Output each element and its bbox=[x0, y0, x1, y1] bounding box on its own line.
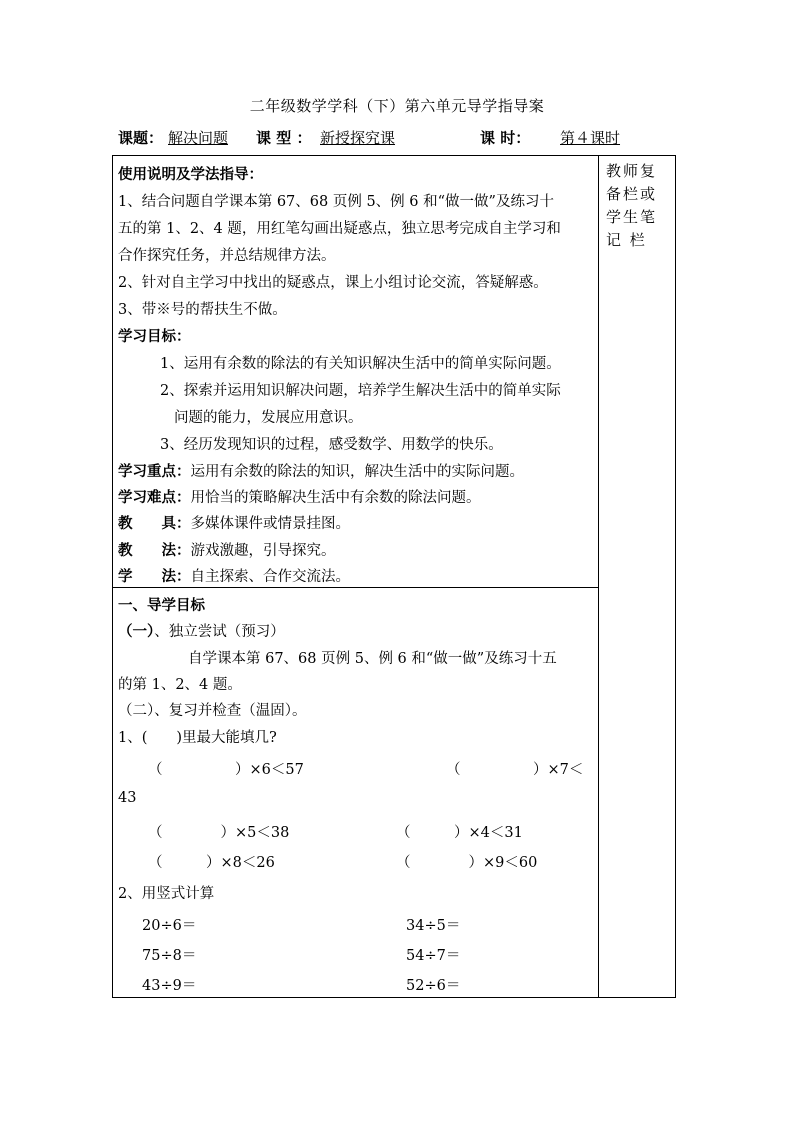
document-title: 二年级数学学科（下）第六单元导学指导案 bbox=[249, 97, 545, 115]
topic-label: 课题： bbox=[118, 129, 164, 147]
fill-blank-item-wrap: 43 bbox=[118, 790, 137, 806]
calculation-item: 54÷7＝ bbox=[406, 948, 461, 964]
guided-study-cell bbox=[118, 592, 596, 994]
period-label: 课 时： bbox=[480, 129, 531, 147]
calculation-item: 34÷5＝ bbox=[406, 918, 461, 934]
objective-2: 问题的能力，发展应用意识。 bbox=[174, 410, 363, 426]
learning-label: 学 法： bbox=[118, 568, 191, 585]
guide-item-3: 3、带※号的帮扶生不做。 bbox=[118, 302, 287, 318]
period-value: 第４课时 bbox=[560, 129, 621, 147]
fill-blank-item: （ ）×4＜31 bbox=[396, 825, 523, 841]
key-point-text: 运用有余数的除法的知识，解决生活中的实际问题。 bbox=[190, 464, 524, 480]
teacher-notes-column bbox=[606, 160, 670, 252]
subsection-1-title: 、独立尝试（预习） bbox=[154, 624, 285, 640]
preview-instruction: 自学课本第 67、68 页例 5、例 6 和“做一做”及练习十五 bbox=[188, 651, 557, 667]
subsection-2: （二）、复习并检查（温固）。 bbox=[118, 703, 307, 719]
tools-label: 教 具： bbox=[118, 515, 191, 532]
teaching-label: 教 法： bbox=[118, 542, 191, 559]
section-heading: 一、导学目标 bbox=[118, 597, 205, 614]
fill-blank-item: （ ）×6＜57 bbox=[148, 762, 304, 778]
key-point-label: 学习重点： bbox=[118, 463, 191, 480]
difficulty-text: 用恰当的策略解决生活中有余数的除法问题。 bbox=[190, 490, 481, 506]
row-divider bbox=[112, 587, 599, 588]
question-1: 1、( )里最大能填几? bbox=[118, 730, 277, 746]
side-line: 学生笔 bbox=[606, 208, 658, 226]
calculation-item: 20÷6＝ bbox=[142, 918, 197, 934]
key-point bbox=[118, 460, 524, 481]
fill-blank-item: （ ）×5＜38 bbox=[148, 825, 290, 841]
objectives-heading: 学习目标： bbox=[118, 328, 191, 345]
guide-item-2: 2、针对自主学习中找出的疑惑点，课上小组讨论交流，答疑解惑。 bbox=[118, 275, 548, 291]
type-label: 课 型 ： bbox=[256, 129, 312, 147]
question-2: 2、用竖式计算 bbox=[118, 886, 215, 902]
type-value: 新授探究课 bbox=[320, 129, 396, 147]
side-line: 教师复 bbox=[606, 162, 658, 180]
fill-blank-item: （ ）×8＜26 bbox=[148, 855, 275, 871]
fill-blank-item: （ ）×7＜ bbox=[446, 762, 584, 778]
guide-heading: 使用说明及学法指导： bbox=[118, 166, 263, 183]
guide-item-1: 五的第 1、2、4 题，用红笔勾画出疑惑点，独立思考完成自主学习和 bbox=[118, 221, 561, 237]
objective-1: 1、运用有余数的除法的有关知识解决生活中的简单实际问题。 bbox=[160, 356, 561, 372]
difficulty bbox=[118, 486, 481, 507]
teaching-text: 游戏激趣，引导探究。 bbox=[190, 543, 336, 559]
objective-2: 2、探索并运用知识解决问题，培养学生解决生活中的简单实际 bbox=[160, 383, 561, 399]
learning-text: 自主探索、合作交流法。 bbox=[190, 569, 350, 585]
fill-blank-item: （ ）×9＜60 bbox=[396, 855, 538, 871]
column-divider bbox=[598, 155, 599, 998]
tools-text: 多媒体课件或情景挂图。 bbox=[190, 516, 350, 532]
calculation-item: 52÷6＝ bbox=[406, 978, 461, 994]
guide-item-1: 合作探究任务，并总结规律方法。 bbox=[118, 248, 336, 264]
calculation-item: 75÷8＝ bbox=[142, 948, 197, 964]
side-line: 记 栏 bbox=[606, 231, 647, 249]
side-line: 备栏或 bbox=[606, 185, 658, 203]
subsection-1-number: （一） bbox=[118, 623, 155, 640]
teaching-tools bbox=[118, 512, 350, 533]
preview-instruction: 的第 1、2、4 题。 bbox=[118, 677, 242, 693]
lesson-meta bbox=[118, 127, 678, 149]
difficulty-label: 学习难点： bbox=[118, 489, 191, 506]
subsection-1 bbox=[118, 620, 285, 641]
teaching-method bbox=[118, 539, 336, 560]
guide-item-1: 1、结合问题自学课本第 67、68 页例 5、例 6 和“做一做”及练习十 bbox=[118, 194, 554, 210]
learning-method bbox=[118, 565, 350, 586]
topic-value: 解决问题 bbox=[168, 129, 229, 147]
objective-3: 3、经历发现知识的过程，感受数学、用数学的快乐。 bbox=[160, 437, 503, 453]
calculation-item: 43÷9＝ bbox=[142, 978, 197, 994]
guidance-cell bbox=[118, 160, 596, 585]
